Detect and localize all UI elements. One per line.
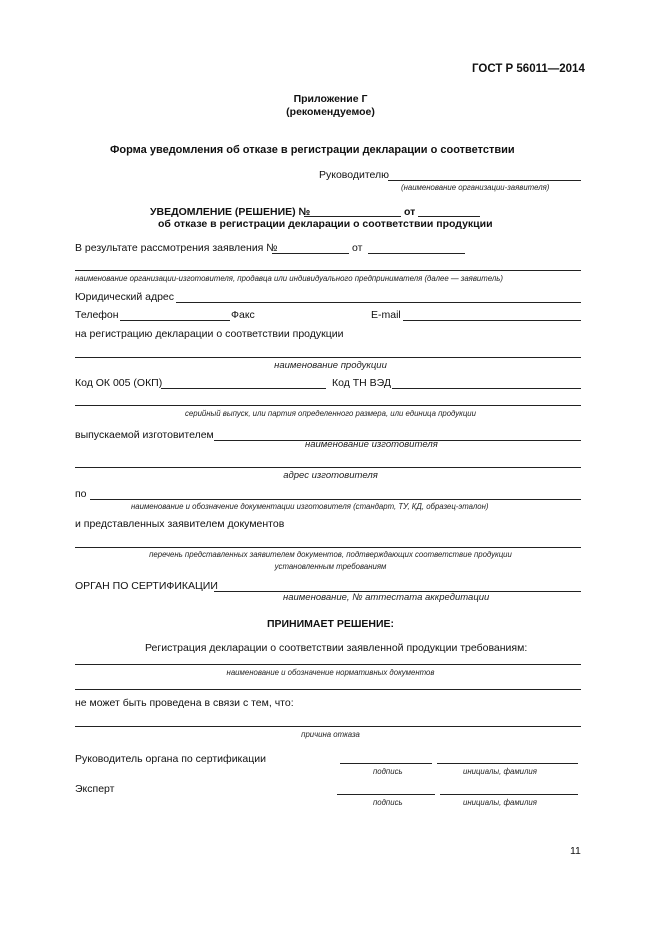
- head-initials-line[interactable]: [437, 763, 578, 764]
- batch-line[interactable]: [75, 405, 581, 406]
- page-number: 11: [570, 845, 581, 857]
- tn-code-label: Код ТН ВЭД: [332, 377, 391, 389]
- appendix-title: Приложение Г: [293, 93, 368, 105]
- cert-body-label: ОРГАН ПО СЕРТИФИКАЦИИ: [75, 580, 218, 592]
- addressee-caption: (наименование организации-заявителя): [401, 183, 550, 192]
- norm-docs-line[interactable]: [75, 664, 581, 665]
- expert-label: Эксперт: [75, 783, 115, 795]
- applicant-caption: наименование организации-изготовителя, продавца или индивидуального предпринимателя (далее — заявитель): [75, 274, 503, 283]
- submitted-caption-1: перечень представленных заявителем документов, подтверждающих соответствие продукции: [149, 550, 512, 559]
- form-title: Форма уведомления об отказе в регистрации декларации о соответствии: [110, 144, 515, 156]
- ok-code-label: Код ОК 005 (ОКП): [75, 377, 163, 389]
- manufacturer-caption: наименование изготовителя: [305, 439, 438, 450]
- head-signature-caption: подпись: [373, 767, 403, 776]
- expert-signature-line[interactable]: [337, 794, 435, 795]
- head-initials-caption: инициалы, фамилия: [463, 767, 537, 776]
- by-label: по: [75, 488, 87, 500]
- norm-docs-caption: наименование и обозначение нормативных документов: [226, 668, 435, 677]
- registration-label: на регистрацию декларации о соответствии продукции: [75, 328, 344, 340]
- legal-address-line[interactable]: [176, 302, 581, 303]
- phone-line[interactable]: [120, 320, 230, 321]
- notice-title: УВЕДОМЛЕНИЕ (РЕШЕНИЕ) №: [150, 206, 311, 218]
- submitted-caption-2: установленным требованиям: [274, 562, 387, 571]
- decision-text: Регистрация декларации о соответствии заявленной продукции требованиям:: [145, 642, 528, 654]
- addressee-label: Руководителю: [319, 169, 390, 181]
- review-from: от: [352, 242, 363, 254]
- notice-date-line[interactable]: [418, 216, 480, 217]
- reason-caption: причина отказа: [301, 730, 360, 739]
- appendix-status: (рекомендуемое): [286, 106, 375, 118]
- application-date-line[interactable]: [368, 253, 465, 254]
- applicant-line[interactable]: [75, 270, 581, 271]
- manufacturer-label: выпускаемой изготовителем: [75, 429, 214, 441]
- email-line[interactable]: [403, 320, 581, 321]
- notice-from: от: [404, 206, 416, 218]
- phone-label: Телефон: [75, 309, 119, 321]
- decision-heading: ПРИНИМАЕТ РЕШЕНИЕ:: [266, 618, 395, 630]
- tn-code-line[interactable]: [392, 388, 581, 389]
- notice-subtitle: об отказе в регистрации декларации о соответствии продукции: [158, 218, 493, 230]
- submitted-line[interactable]: [75, 547, 581, 548]
- product-line[interactable]: [75, 357, 581, 358]
- address-caption: адрес изготовителя: [283, 470, 378, 481]
- address-line[interactable]: [75, 467, 581, 468]
- norm-docs-line-2[interactable]: [75, 689, 581, 690]
- documentation-line[interactable]: [90, 499, 581, 500]
- expert-initials-line[interactable]: [440, 794, 578, 795]
- head-signature-line[interactable]: [340, 763, 432, 764]
- notice-number-line[interactable]: [304, 216, 401, 217]
- submitted-label: и представленных заявителем документов: [75, 518, 285, 530]
- product-caption: наименование продукции: [274, 360, 387, 371]
- batch-caption: серийный выпуск, или партия определенного размера, или единица продукции: [185, 409, 476, 418]
- application-number-line[interactable]: [272, 253, 349, 254]
- expert-signature-caption: подпись: [373, 798, 403, 807]
- fax-label: Факс: [231, 309, 255, 321]
- addressee-line[interactable]: [388, 180, 581, 181]
- legal-address-label: Юридический адрес: [75, 291, 175, 303]
- email-label: E-mail: [371, 309, 401, 321]
- head-signature-label: Руководитель органа по сертификации: [75, 753, 266, 765]
- documentation-caption: наименование и обозначение документации изготовителя (стандарт, ТУ, КД, образец-эталон): [131, 502, 489, 511]
- standard-number: ГОСТ Р 56011—2014: [472, 63, 585, 75]
- cannot-label: не может быть проведена в связи с тем, что:: [75, 697, 294, 709]
- reason-line[interactable]: [75, 726, 581, 727]
- review-label: В результате рассмотрения заявления №: [75, 242, 278, 254]
- expert-initials-caption: инициалы, фамилия: [463, 798, 537, 807]
- cert-body-caption: наименование, № аттестата аккредитации: [283, 592, 490, 603]
- ok-code-line[interactable]: [161, 388, 326, 389]
